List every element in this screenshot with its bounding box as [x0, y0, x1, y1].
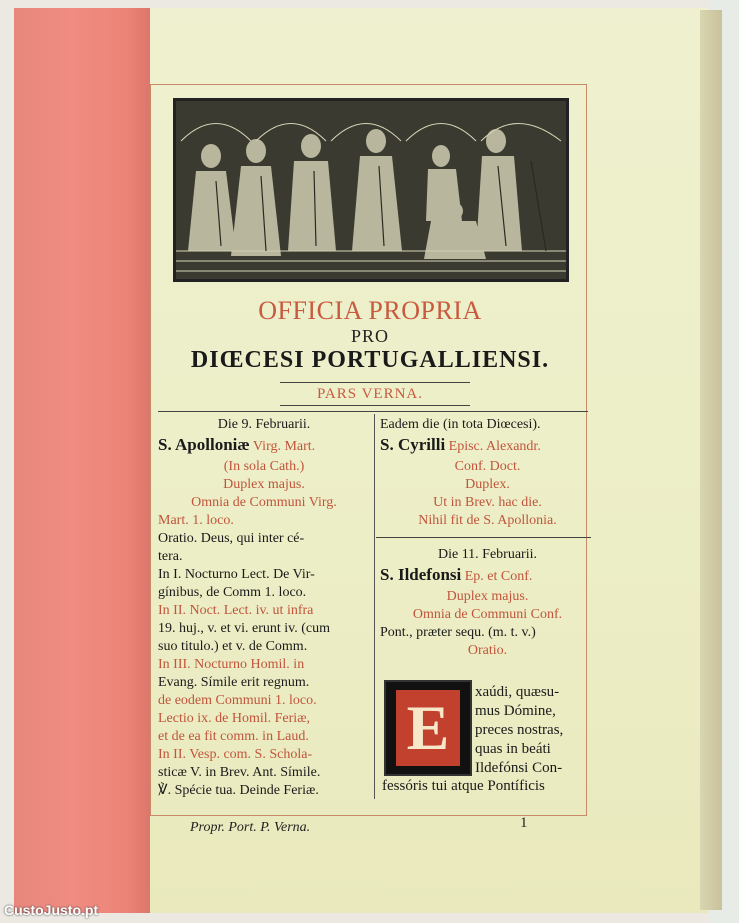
line-text: (In sola Cath.)	[223, 459, 305, 474]
line-text: gínibus, de Comm 1. loco.	[158, 585, 307, 600]
line-text: In I. Nocturno Lect. De Vir-	[158, 567, 315, 582]
line-text: Die 11. Februarii.	[437, 547, 537, 562]
text-line	[158, 584, 370, 602]
rule-full	[158, 411, 588, 412]
text-line	[380, 416, 595, 434]
line-text: Lectio ix. de Homil. Feriæ,	[158, 711, 311, 726]
line-text: S. Apolloniæ	[158, 435, 250, 454]
text-line	[158, 674, 370, 692]
line-text: S. Cyrilli	[380, 435, 446, 454]
woodcut-drawing	[176, 101, 566, 279]
text-line	[158, 692, 370, 710]
line-text: et de ea fit comm. in Laud.	[158, 729, 309, 744]
text-line	[158, 548, 370, 566]
text-line	[158, 710, 370, 728]
line-text: Oratio.	[467, 643, 508, 658]
line-text: Mart. 1. loco.	[158, 513, 234, 528]
text-line	[380, 512, 595, 530]
right-column-rule	[376, 537, 591, 538]
right-column-top	[380, 416, 595, 530]
column-divider	[374, 414, 375, 799]
oratio-line: xaúdi, quæsu-	[475, 684, 560, 700]
page-number: 1	[520, 815, 528, 831]
line-text: Eadem die (in tota Diœcesi).	[380, 417, 541, 432]
rule-top	[280, 382, 470, 383]
text-line	[158, 602, 370, 620]
text-line	[380, 588, 595, 606]
text-line	[380, 624, 595, 642]
line-text: In III. Nocturno Homil. in	[158, 657, 305, 672]
text-line	[158, 620, 370, 638]
text-line	[158, 458, 370, 476]
rule-bottom	[280, 405, 470, 406]
line-text: Nihil fit de S. Apollonia.	[418, 513, 557, 528]
text-line	[158, 434, 370, 458]
line-text: Evang. Símile erit regnum.	[158, 675, 310, 690]
text-line	[380, 642, 595, 660]
line-suffix: Ep. et Conf.	[461, 569, 533, 584]
text-line	[380, 606, 595, 624]
book-cover	[14, 8, 156, 913]
text-line	[158, 566, 370, 584]
text-line	[158, 476, 370, 494]
text-line	[380, 546, 595, 564]
footer-signature: Propr. Port. P. Verna.	[190, 820, 311, 835]
line-text: Pont., præter sequ. (m. t. v.)	[380, 625, 536, 640]
line-suffix: Episc. Alexandr.	[445, 439, 541, 454]
woodcut-illustration	[173, 98, 569, 282]
oratio-line: quas in beáti	[475, 741, 551, 757]
pars-verna: PARS VERNA.	[316, 386, 424, 402]
title-dioecesi: DIŒCESI PORTUGALLIENSI.	[190, 347, 550, 373]
line-text: Omnia de Communi Virg.	[191, 495, 337, 510]
text-line	[158, 728, 370, 746]
text-line	[380, 564, 595, 588]
oratio-line: mus Dómine,	[475, 703, 556, 719]
line-text: 19. huj., v. et vi. erunt iv. (cum	[158, 621, 330, 636]
right-column-bottom	[380, 546, 595, 660]
text-line	[158, 656, 370, 674]
left-column	[158, 416, 370, 800]
line-text: Duplex majus.	[223, 477, 305, 492]
line-text: Duplex.	[465, 477, 510, 492]
line-text: Oratio. Deus, qui inter cé-	[158, 531, 305, 546]
text-line	[380, 476, 595, 494]
line-text: In II. Vesp. com. S. Schola-	[158, 747, 313, 762]
text-line	[158, 530, 370, 548]
title-pro: PRO	[350, 326, 389, 346]
line-text: Ut in Brev. hac die.	[433, 495, 542, 510]
line-text: sticæ V. in Brev. Ant. Símile.	[158, 765, 321, 780]
text-line	[380, 458, 595, 476]
text-line	[380, 434, 595, 458]
text-line	[158, 746, 370, 764]
text-line	[158, 782, 370, 800]
line-suffix: Virg. Mart.	[249, 439, 316, 454]
oratio-line: preces nostras,	[475, 722, 564, 738]
line-text: In II. Noct. Lect. iv. ut infra	[158, 603, 314, 618]
text-line	[158, 512, 370, 530]
initial-letter: E	[396, 690, 460, 766]
line-text: ℣. Spécie tua. Deinde Feriæ.	[158, 783, 319, 798]
line-text: Die 9. Februarii.	[217, 417, 311, 432]
line-text: suo titulo.) et v. de Comm.	[158, 639, 308, 654]
line-text: tera.	[158, 549, 183, 564]
watermark: CustoJusto.pt	[4, 902, 99, 918]
decorated-initial	[384, 680, 472, 776]
line-text: de eodem Communi 1. loco.	[158, 693, 317, 708]
text-line	[158, 638, 370, 656]
line-text: Duplex majus.	[446, 589, 529, 604]
page-edge	[700, 10, 722, 910]
title-officia-propria: OFFICIA PROPRIA	[258, 296, 482, 325]
oratio-line: Ildefónsi Con-	[475, 760, 563, 776]
text-line	[380, 494, 595, 512]
line-text: Conf. Doct.	[454, 459, 521, 474]
line-text: S. Ildefonsi	[380, 565, 462, 584]
text-line	[158, 416, 370, 434]
line-text: Omnia de Communi Conf.	[412, 607, 563, 622]
text-line	[158, 764, 370, 782]
text-line	[158, 494, 370, 512]
oratio-last-line: fessóris tui atque Pontíficis	[382, 778, 545, 794]
